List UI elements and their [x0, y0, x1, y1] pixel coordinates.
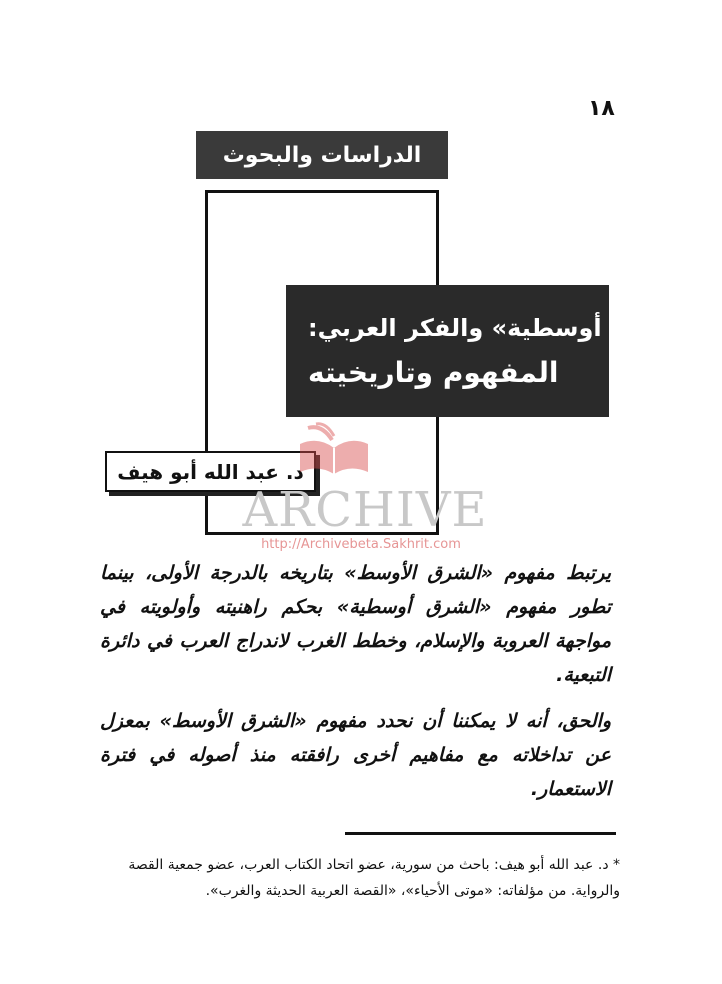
watermark-text: ARCHIVE — [242, 482, 488, 538]
footnote-line: * د. عبد الله أبو هيف: باحث من سورية، عضو اتحاد الكتاب العرب، عضو جمعية القصة — [128, 857, 620, 873]
footnote — [96, 852, 620, 904]
article-body — [100, 556, 611, 818]
footnote-divider — [345, 832, 616, 835]
page-number: ١٨ — [588, 96, 615, 121]
footnote-line: والرواية. من مؤلفاته: «موتى الأحياء»، «القصة العربية الحديثة والغرب». — [205, 883, 620, 899]
body-paragraph: يرتبط مفهوم «الشرق الأوسط» بتاريخه بالدرجة الأولى، بينما تطور مفهوم «الشرق أوسطية» بحكم راهنيته وأولويته في مواجهة العروبة والإسلام، وخطط الغرب لاندراج العرب في دائرة التبعية. — [100, 562, 611, 686]
book-icon — [294, 422, 374, 480]
article-title-block — [286, 285, 704, 417]
watermark-url: http://Archivebeta.Sakhrit.com — [261, 537, 461, 552]
section-banner: الدراسات والبحوث — [196, 131, 448, 179]
author-name: د. عبد الله أبو هيف — [105, 451, 316, 492]
article-title-line-2: المفهوم وتاريخيته — [308, 356, 559, 389]
body-paragraph: والحق، أنه لا يمكننا أن نحدد مفهوم «الشرق الأوسط» بمعزل عن تداخلاته مع مفاهيم أخرى رافقته منذ أصوله في فترة الاستعمار. — [100, 710, 611, 800]
article-title-line-1: «الشرق أوسطية» والفكر العربي: — [308, 314, 704, 342]
